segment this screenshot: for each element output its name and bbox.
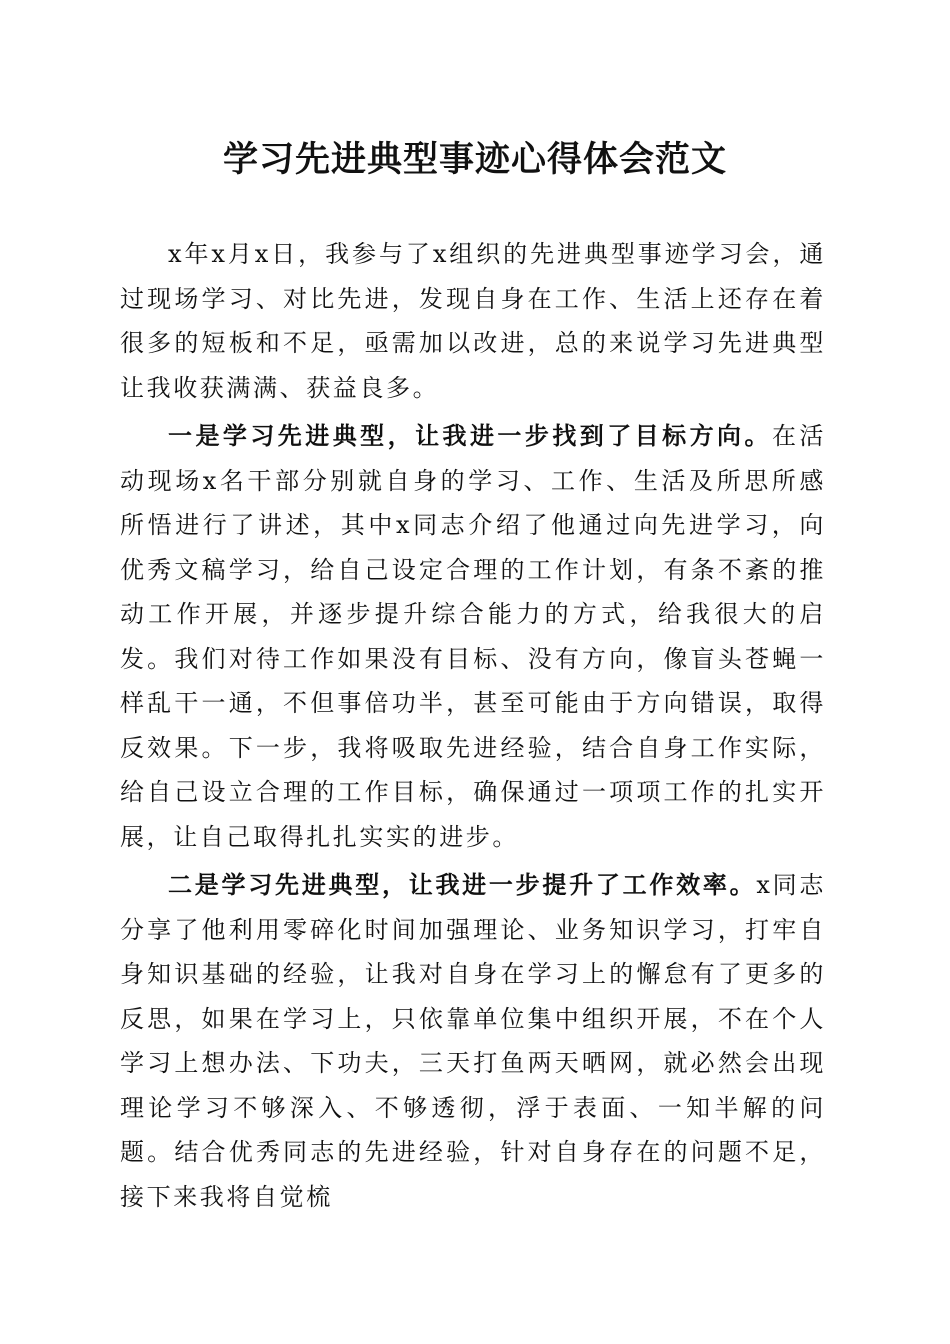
paragraph-text: 在活动现场x名干部分别就自身的学习、工作、生活及所思所感所悟进行了讲述，其中x同志介绍了他通过向先进学习，向优秀文稿学习，给自己设定合理的工作计划，有条不紊的推动工作开展，并逐步提升综合能力的方式，给我很大的启发。我们对待工作如果没有目标、没有方向，像盲头苍蝇一样乱干一通，不但事倍功半，甚至可能由于方向错误，取得反效果。下一步，我将吸取先进经验，结合自身工作实际，给自己设立合理的工作目标，确保通过一项项工作的扎实开展，让自己取得扎扎实实的进步。 [120, 422, 827, 851]
paragraph-lead: 一是学习先进典型，让我进一步找到了目标方向。 [168, 421, 772, 450]
paragraph-text: x年x月x日，我参与了x组织的先进典型事迹学习会，通过现场学习、对比先进，发现自身在工作、生活上还存在着很多的短板和不足，亟需加以改进，总的来说学习先进典型让我收获满满、获益良多。 [120, 240, 826, 402]
paragraph-text: x同志分享了他利用零碎化时间加强理论、业务知识学习，打牢自身知识基础的经验，让我对自身在学习上的懈怠有了更多的反思，如果在学习上，只依靠单位集中组织开展，不在个人学习上想办法、下功夫，三天打鱼两天晒网，就必然会出现理论学习不够深入、不够透彻，浮于表面、一知半解的问题。结合优秀同志的先进经验，针对自身存在的问题不足，接下来我将自觉梳 [120, 871, 826, 1211]
paragraph-intro [120, 232, 826, 410]
paragraph-lead: 二是学习先进典型，让我进一步提升了工作效率。 [168, 870, 757, 899]
paragraph-point-two [120, 863, 826, 1219]
paragraph-point-one [120, 414, 826, 859]
document-body [120, 232, 826, 1219]
document-title: 学习先进典型事迹心得体会范文 [222, 139, 727, 180]
